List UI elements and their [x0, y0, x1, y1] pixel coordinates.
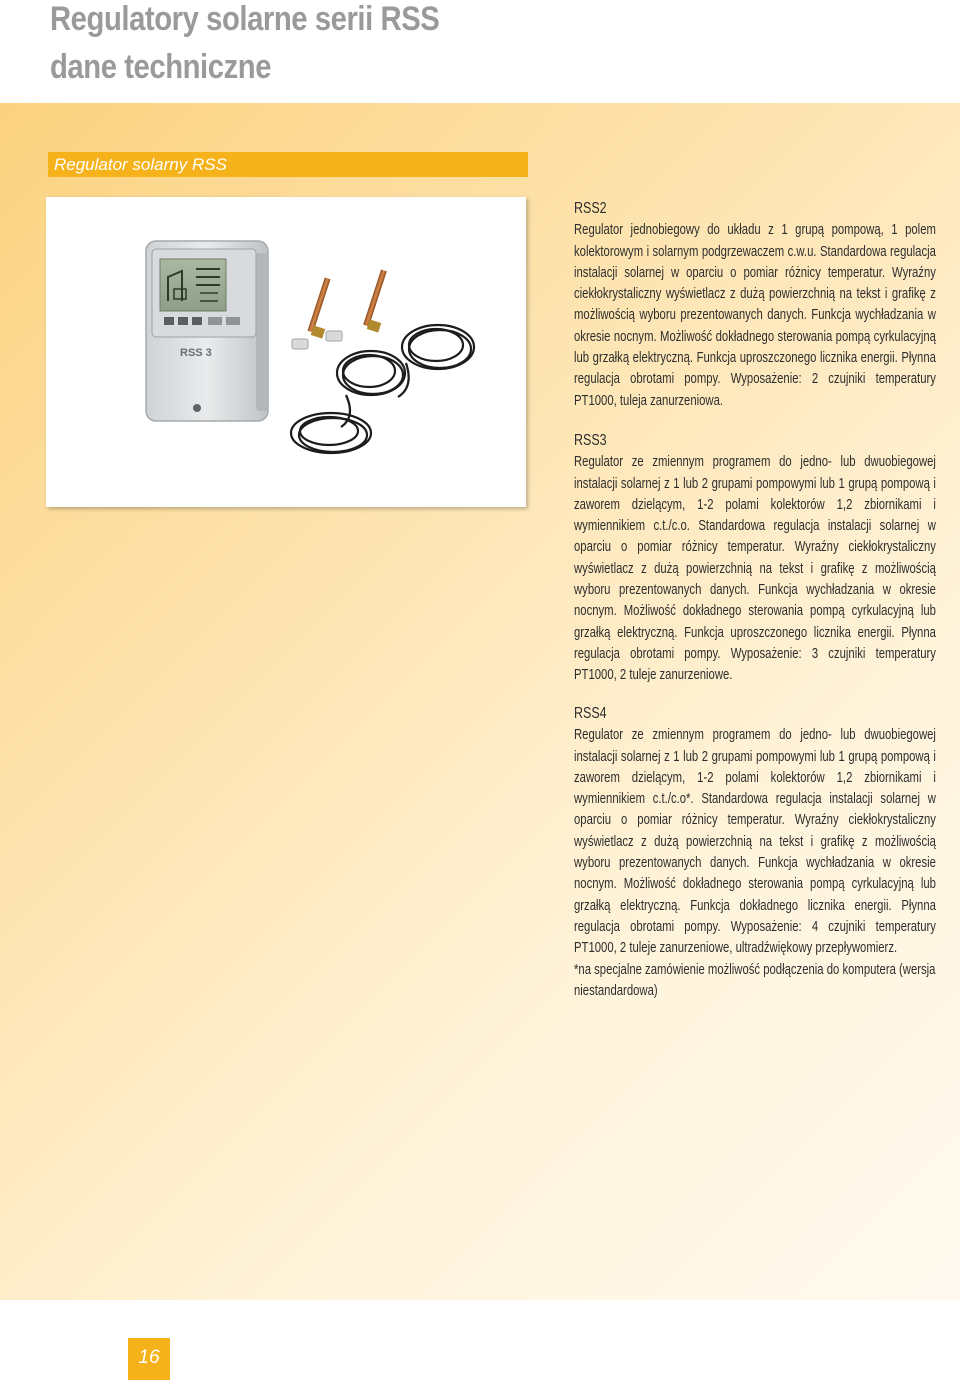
page-title-line-1: Regulatory solarne serii RSS	[50, 0, 440, 38]
rss3-text: Regulator ze zmiennym programem do jedno- lub dwuobiegowej instalacji solarnej z 1 lub 2 grupami pompowymi lub 1 grupą pompową i zaworem dzielącym, 1-2 polami kolektorów 1,2 zbiornikami i wymiennikiem c.t./c.o. Standardowa regulacja instalacji solarnej w oparciu o pomiar różnicy temperatur. Wyraźny ciekłokrystaliczny wyświetlacz z dużą powierzchnią na tekst i grafikę z możliwością wyboru prezentowanych danych. Funkcja wychładzania w okresie nocnym. Możliwość dokładnego sterowania pompą cyrkulacyjną lub grzałką elektryczną. Funkcja uproszczonego licznika energii. Płynna regulacja obrotami pompy. Wyposażenie: 3 czujniki temperatury PT1000, 2 tuleje zanurzeniowe.	[574, 454, 936, 684]
rss3-heading: RSS3	[574, 432, 607, 449]
section-header-bar	[48, 152, 528, 177]
rss2-description	[574, 198, 936, 412]
page-number: 16	[138, 1347, 160, 1368]
rss2-text: Regulator jednobiegowy do układu z 1 grupą pompową, 1 polem kolektorowym i solarnym podgrzewaczem c.w.u. Standardowa regulacja instalacji solarnej w oparciu o pomiar różnicy temperatur. Wyraźny ciekłokrystaliczny wyświetlacz z dużą powierzchnią na tekst i grafikę z możliwością wyboru prezentowanych danych. Funkcja wychładzania w okresie nocnym. Możliwość dokładnego sterowania pompą cyrkulacyjną lub grzałką elektryczną. Funkcja uproszczonego licznika energii. Płynna regulacja obrotami pompy. Wyposażenie: 2 czujniki temperatury PT1000, tuleja zanurzeniowa.	[574, 222, 936, 409]
rss4-heading: RSS4	[574, 705, 607, 722]
rss2-heading: RSS2	[574, 200, 607, 217]
sensor-cables	[291, 325, 474, 453]
rss3-description	[574, 430, 936, 687]
title-area	[0, 0, 960, 103]
product-photo-illustration	[46, 197, 526, 507]
rss4-text: Regulator ze zmiennym programem do jedno- lub dwuobiegowej instalacji solarnej z 1 lub 2 grupami pompowymi lub 1 grupą pompową i zaworem dzielącym, 1-2 polami kolektorów 1,2 zbiornikami i wymiennikiem c.t./c.o*. Standardowa regulacja instalacji solarnej w oparciu o pomiar różnicy temperatur. Wyraźny ciekłokrystaliczny wyświetlacz z dużą powierzchnią na tekst i grafikę z możliwością wyboru prezentowanych danych. Funkcja wychładzania w okresie nocnym. Możliwość dokładnego sterowania pompą cyrkulacyjną lub grzałką elektryczną. Funkcja dokładnego licznika energii. Płynna regulacja obrotami pompy. Wyposażenie: 4 czujniki temperatury PT1000, 2 tuleje zanurzeniowe, ultradźwiękowy przepływomierz.	[574, 727, 936, 957]
controller-housing	[146, 241, 268, 421]
page-title-line-2: dane techniczne	[50, 48, 272, 86]
rss4-description	[574, 703, 936, 1002]
section-header-label: Regulator solarny RSS	[54, 155, 227, 174]
rss4-footnote: *na specjalne zamówienie możliwość podłączenia do komputera (wersja niestandardowa)	[574, 961, 936, 999]
product-photo	[46, 197, 526, 507]
device-label: RSS 3	[180, 347, 212, 359]
immersion-sleeves	[292, 269, 387, 349]
page-number-box	[128, 1338, 170, 1380]
